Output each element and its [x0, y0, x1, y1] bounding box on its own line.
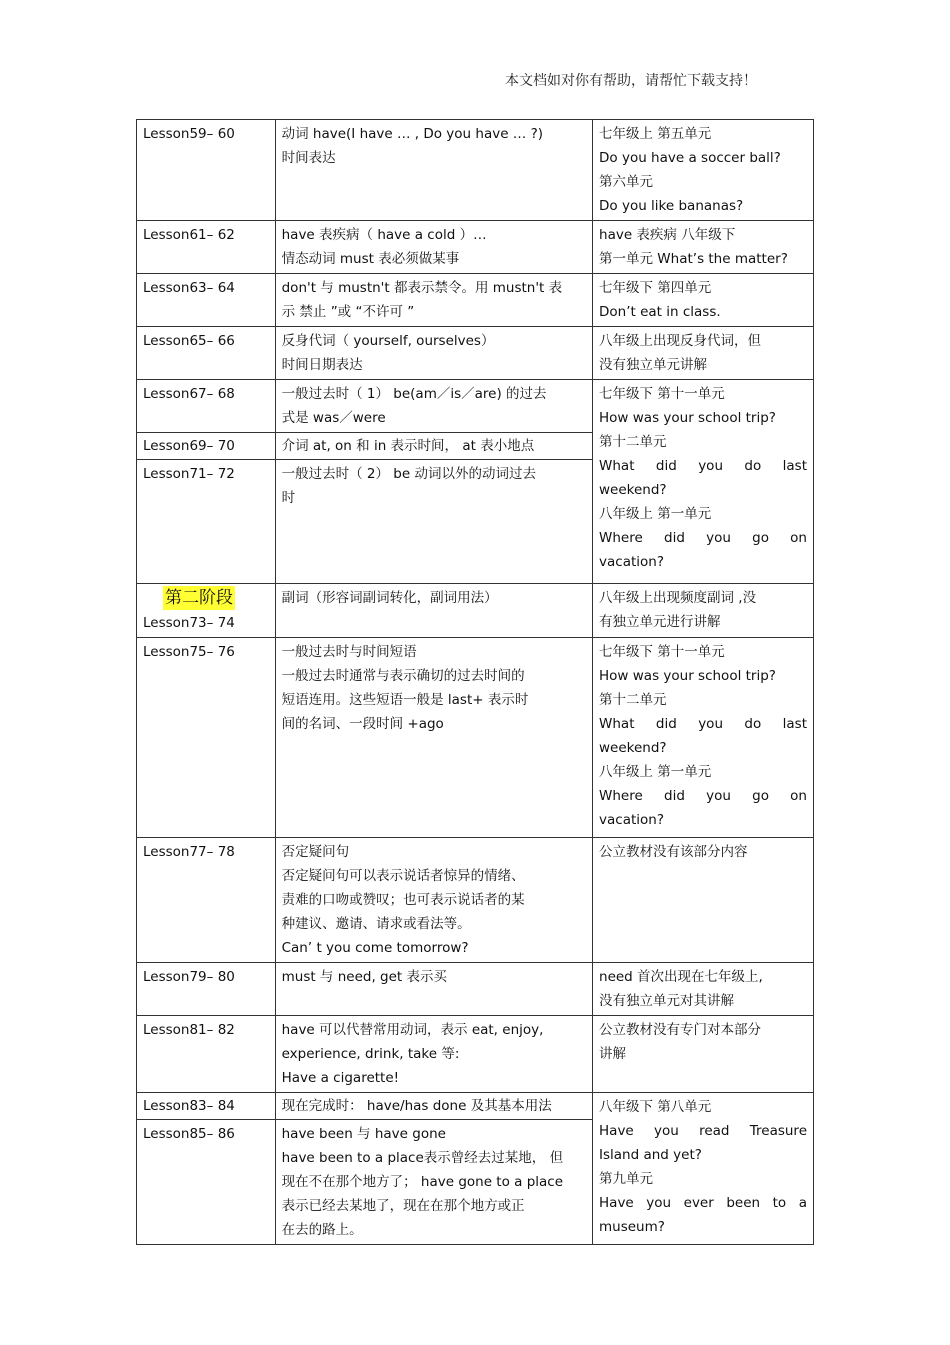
topic-cell: have 表疾病（ have a cold ）… 情态动词 must 表必须做某事 [275, 221, 592, 274]
header-note: 本文档如对你有帮助，请帮忙下载支持！ [505, 73, 757, 89]
table-row [137, 963, 814, 1016]
textbook-ref-cell: 八年级上出现频度副词 ,没 有独立单元进行讲解 [593, 584, 814, 638]
topic-cell: must 与 need, get 表示买 [275, 963, 592, 1016]
topic-cell: 动词 have(I have … , Do you have … ?) 时间表达 [275, 120, 592, 221]
topic-cell: 一般过去时（ 1） be(am／is／are) 的过去 式是 was／were [275, 380, 592, 433]
textbook-ref-cell: 七年级下 第十一单元 How was your school trip? 第十二单元 What did you do last weekend? 八年级上 第一单元 Where did you go on vacation? [593, 638, 814, 838]
textbook-ref-cell: 七年级下 第十一单元 How was your school trip? 第十二单元 What did you do last weekend? 八年级上 第一单元 Where did you go on vacation? [593, 380, 814, 584]
table-row [137, 274, 814, 327]
table-row [137, 327, 814, 380]
topic-cell: 反身代词（ yourself, ourselves） 时间日期表达 [275, 327, 592, 380]
lesson-cell: Lesson71– 72 [137, 460, 276, 584]
textbook-ref-cell: 七年级下 第四单元 Don’t eat in class. [593, 274, 814, 327]
table-row [137, 1093, 814, 1120]
textbook-ref-cell: 八年级下 第八单元 Have you read Treasure Island and yet? 第九单元 Have you ever been to a museum? [593, 1093, 814, 1245]
lesson-label: Lesson73– 74 [143, 615, 235, 631]
topic-cell: have been 与 have gone have been to a place表示曾经去过某地， 但 现在不在那个地方了； have gone to a place 表示已经去某地了，现在在那个地方或正 在去的路上。 [275, 1120, 592, 1245]
stage-badge: 第二阶段 [165, 588, 233, 608]
lesson-cell: Lesson69– 70 [137, 433, 276, 460]
lesson-cell: Lesson63– 64 [137, 274, 276, 327]
table-row [137, 120, 814, 221]
lesson-cell: Lesson83– 84 [137, 1093, 276, 1120]
lesson-cell: Lesson61– 62 [137, 221, 276, 274]
lesson-cell: Lesson75– 76 [137, 638, 276, 838]
lesson-cell: Lesson67– 68 [137, 380, 276, 433]
textbook-ref-cell: have 表疾病 八年级下 第一单元 What’s the matter? [593, 221, 814, 274]
topic-cell: don't 与 mustn't 都表示禁令。用 mustn't 表 示 禁止 ”或 “不许可 ” [275, 274, 592, 327]
syllabus-table [136, 119, 814, 1245]
table-row [137, 221, 814, 274]
topic-cell: 副词（形容词副词转化，副词用法） [275, 584, 592, 638]
topic-cell: 介词 at, on 和 in 表示时间， at 表小地点 [275, 433, 592, 460]
table-row [137, 380, 814, 433]
lesson-cell: Lesson79– 80 [137, 963, 276, 1016]
lesson-cell [137, 584, 276, 638]
topic-cell: 否定疑问句 否定疑问句可以表示说话者惊异的情绪、 责难的口吻或赞叹；也可表示说话者的某 种建议、邀请、请求或看法等。 Can’ t you come tomorrow? [275, 838, 592, 963]
topic-cell: have 可以代替常用动词，表示 eat, enjoy, experience, drink, take 等: Have a cigarette! [275, 1016, 592, 1093]
textbook-ref-cell: 公立教材没有该部分内容 [593, 838, 814, 963]
textbook-ref-cell: 八年级上出现反身代词，但 没有独立单元讲解 [593, 327, 814, 380]
textbook-ref-cell: need 首次出现在七年级上, 没有独立单元对其讲解 [593, 963, 814, 1016]
topic-cell: 现在完成时： have/has done 及其基本用法 [275, 1093, 592, 1120]
lesson-cell: Lesson65– 66 [137, 327, 276, 380]
lesson-cell: Lesson85– 86 [137, 1120, 276, 1245]
lesson-cell: Lesson81– 82 [137, 1016, 276, 1093]
table-row [137, 584, 814, 638]
table-row [137, 1016, 814, 1093]
topic-cell: 一般过去时（ 2） be 动词以外的动词过去 时 [275, 460, 592, 584]
lesson-cell: Lesson59– 60 [137, 120, 276, 221]
lesson-cell: Lesson77– 78 [137, 838, 276, 963]
topic-cell: 一般过去时与时间短语 一般过去时通常与表示确切的过去时间的 短语连用。这些短语一般是 last+ 表示时 间的名词、一段时间 +ago [275, 638, 592, 838]
table-row [137, 638, 814, 838]
textbook-ref-cell: 公立教材没有专门对本部分 讲解 [593, 1016, 814, 1093]
textbook-ref-cell: 七年级上 第五单元 Do you have a soccer ball? 第六单元 Do you like bananas? [593, 120, 814, 221]
table-row [137, 838, 814, 963]
